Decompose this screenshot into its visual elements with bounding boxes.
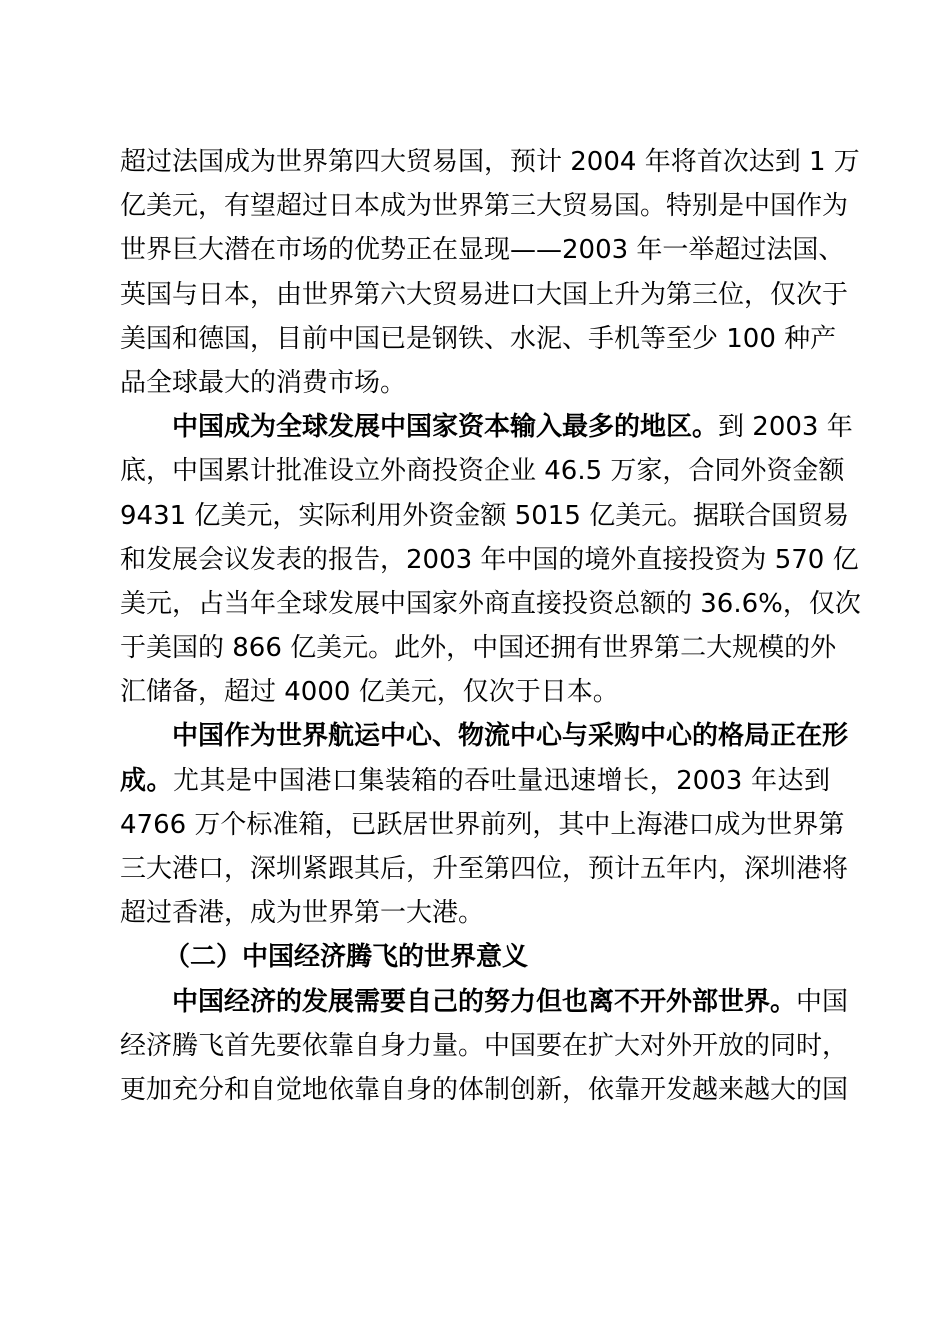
document-page [120, 140, 861, 1112]
paragraph-trade [120, 140, 860, 405]
text-line: 美元，占当年全球发展中国家外商直接投资总额的 36.6%，仅次 [120, 588, 861, 619]
text-line: 三大港口，深圳紧跟其后，升至第四位，预计五年内，深圳港将 [120, 854, 849, 884]
text-line: 于美国的 866 亿美元。此外，中国还拥有世界第二大规模的外 [120, 633, 837, 664]
text-line: 和发展会议发表的报告，2003 年中国的境外直接投资为 570 亿 [120, 544, 859, 575]
text-run: 尤其是中国港口集装箱的吞吐量迅速增长，2003 年达到 [172, 765, 830, 796]
text-run: 中国 [796, 986, 849, 1017]
paragraph-lead: 中国作为世界航运中心、物流中心与采购中心的格局正在形 [172, 721, 849, 752]
text-line: 更加充分和自觉地依靠自身的体制创新，依靠开发越来越大的国 [120, 1074, 849, 1105]
text-line: 底，中国累计批准设立外商投资企业 46.5 万家，合同外资金额 [120, 456, 845, 487]
paragraph-lead: 中国经济的发展需要自己的努力但也离不开外部世界。 [172, 986, 797, 1017]
paragraph-shipping [120, 714, 849, 935]
text-run: 到 2003 年 [718, 412, 853, 443]
text-line: 9431 亿美元，实际利用外资金额 5015 亿美元。据联合国贸易 [120, 500, 850, 531]
text-line: 世界巨大潜在市场的优势正在显现——2003 年一举超过法国、 [120, 235, 845, 266]
text-line: 美国和德国，目前中国已是钢铁、水泥、手机等至少 100 种产 [120, 323, 837, 354]
section-heading: （二）中国经济腾飞的世界意义 [164, 942, 529, 973]
paragraph-lead: 中国成为全球发展中国家资本输入最多的地区。 [172, 412, 719, 443]
paragraph-capital [120, 405, 861, 714]
paragraph-development [120, 980, 849, 1113]
text-line: 超过香港，成为世界第一大港。 [120, 898, 485, 929]
text-line [120, 759, 830, 803]
text-line: 品全球最大的消费市场。 [120, 367, 407, 398]
text-line: 超过法国成为世界第四大贸易国，预计 2004 年将首次达到 1 万 [120, 147, 860, 177]
text-line: 4766 万个标准箱，已跃居世界前列，其中上海港口成为世界第 [120, 809, 845, 840]
text-line: 亿美元，有望超过日本成为世界第三大贸易国。特别是中国作为 [120, 191, 849, 222]
text-line: 英国与日本，由世界第六大贸易进口大国上升为第三位，仅次于 [120, 279, 849, 310]
paragraph-lead: 成。 [120, 765, 173, 796]
text-line: 汇储备，超过 4000 亿美元，仅次于日本。 [120, 677, 619, 708]
text-line: 经济腾飞首先要依靠自身力量。中国要在扩大对外开放的同时， [120, 1030, 849, 1061]
text-line [120, 980, 849, 1024]
text-line [120, 405, 853, 449]
